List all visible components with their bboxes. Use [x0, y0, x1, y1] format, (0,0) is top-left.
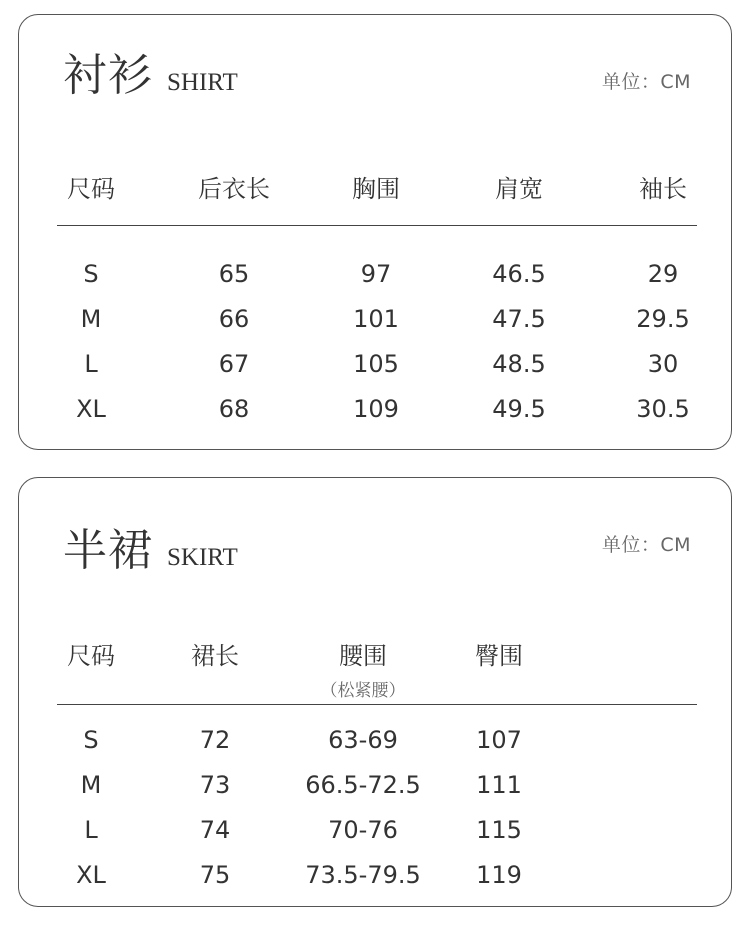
table-cell: 47.5 — [492, 305, 546, 333]
shirt-header-divider — [57, 225, 697, 226]
shirt-size-card — [18, 14, 732, 450]
table-cell: 109 — [353, 395, 399, 423]
table-cell: 48.5 — [492, 350, 546, 378]
skirt-header-hip: 臀围 — [475, 642, 523, 670]
table-cell: 29.5 — [636, 305, 690, 333]
table-cell: 101 — [353, 305, 399, 333]
skirt-waist-note: （松紧腰） — [320, 681, 406, 701]
skirt-title-en: SKIRT — [167, 544, 238, 571]
skirt-size-card — [18, 477, 732, 907]
shirt-title — [63, 39, 238, 103]
table-cell: 49.5 — [492, 395, 546, 423]
skirt-header-length: 裙长 — [191, 642, 239, 670]
table-cell: 30.5 — [636, 395, 690, 423]
skirt-header-size: 尺码 — [67, 642, 115, 670]
table-cell: 65 — [218, 260, 250, 288]
skirt-title-zh: 半裙 — [63, 525, 153, 576]
table-cell: L — [84, 816, 98, 844]
table-cell: 73 — [199, 771, 231, 799]
table-cell: 30 — [647, 350, 679, 378]
table-cell: 74 — [199, 816, 231, 844]
table-cell: 66.5-72.5 — [305, 771, 421, 799]
skirt-header-divider — [57, 704, 697, 705]
shirt-title-en: SHIRT — [167, 69, 238, 96]
table-cell: 29 — [647, 260, 679, 288]
table-cell: 73.5-79.5 — [305, 861, 421, 889]
table-cell: M — [80, 771, 102, 799]
shirt-unit-label: 单位：CM — [601, 71, 691, 93]
table-cell: 72 — [199, 726, 231, 754]
shirt-header-chest: 胸围 — [352, 175, 400, 203]
table-cell: 119 — [476, 861, 522, 889]
table-cell: 115 — [476, 816, 522, 844]
table-cell: 68 — [218, 395, 250, 423]
skirt-header-waist: 腰围 — [339, 642, 387, 670]
shirt-header-back-length: 后衣长 — [198, 175, 270, 203]
skirt-title — [63, 514, 238, 578]
shirt-title-zh: 衬衫 — [63, 50, 153, 101]
shirt-header-shoulder: 肩宽 — [495, 175, 543, 203]
table-cell: 105 — [353, 350, 399, 378]
table-cell: 97 — [360, 260, 392, 288]
table-cell: 111 — [476, 771, 522, 799]
table-cell: 67 — [218, 350, 250, 378]
table-cell: 107 — [476, 726, 522, 754]
table-cell: S — [83, 260, 99, 288]
table-cell: XL — [76, 861, 106, 889]
shirt-header-size: 尺码 — [67, 175, 115, 203]
table-cell: 46.5 — [492, 260, 546, 288]
table-cell: 66 — [218, 305, 250, 333]
table-cell: 75 — [199, 861, 231, 889]
shirt-header-sleeve: 袖长 — [639, 175, 687, 203]
table-cell: XL — [76, 395, 106, 423]
table-cell: 70-76 — [328, 816, 398, 844]
skirt-unit-label: 单位：CM — [601, 534, 691, 556]
table-cell: M — [80, 305, 102, 333]
table-cell: S — [83, 726, 99, 754]
table-cell: L — [84, 350, 98, 378]
table-cell: 63-69 — [328, 726, 398, 754]
